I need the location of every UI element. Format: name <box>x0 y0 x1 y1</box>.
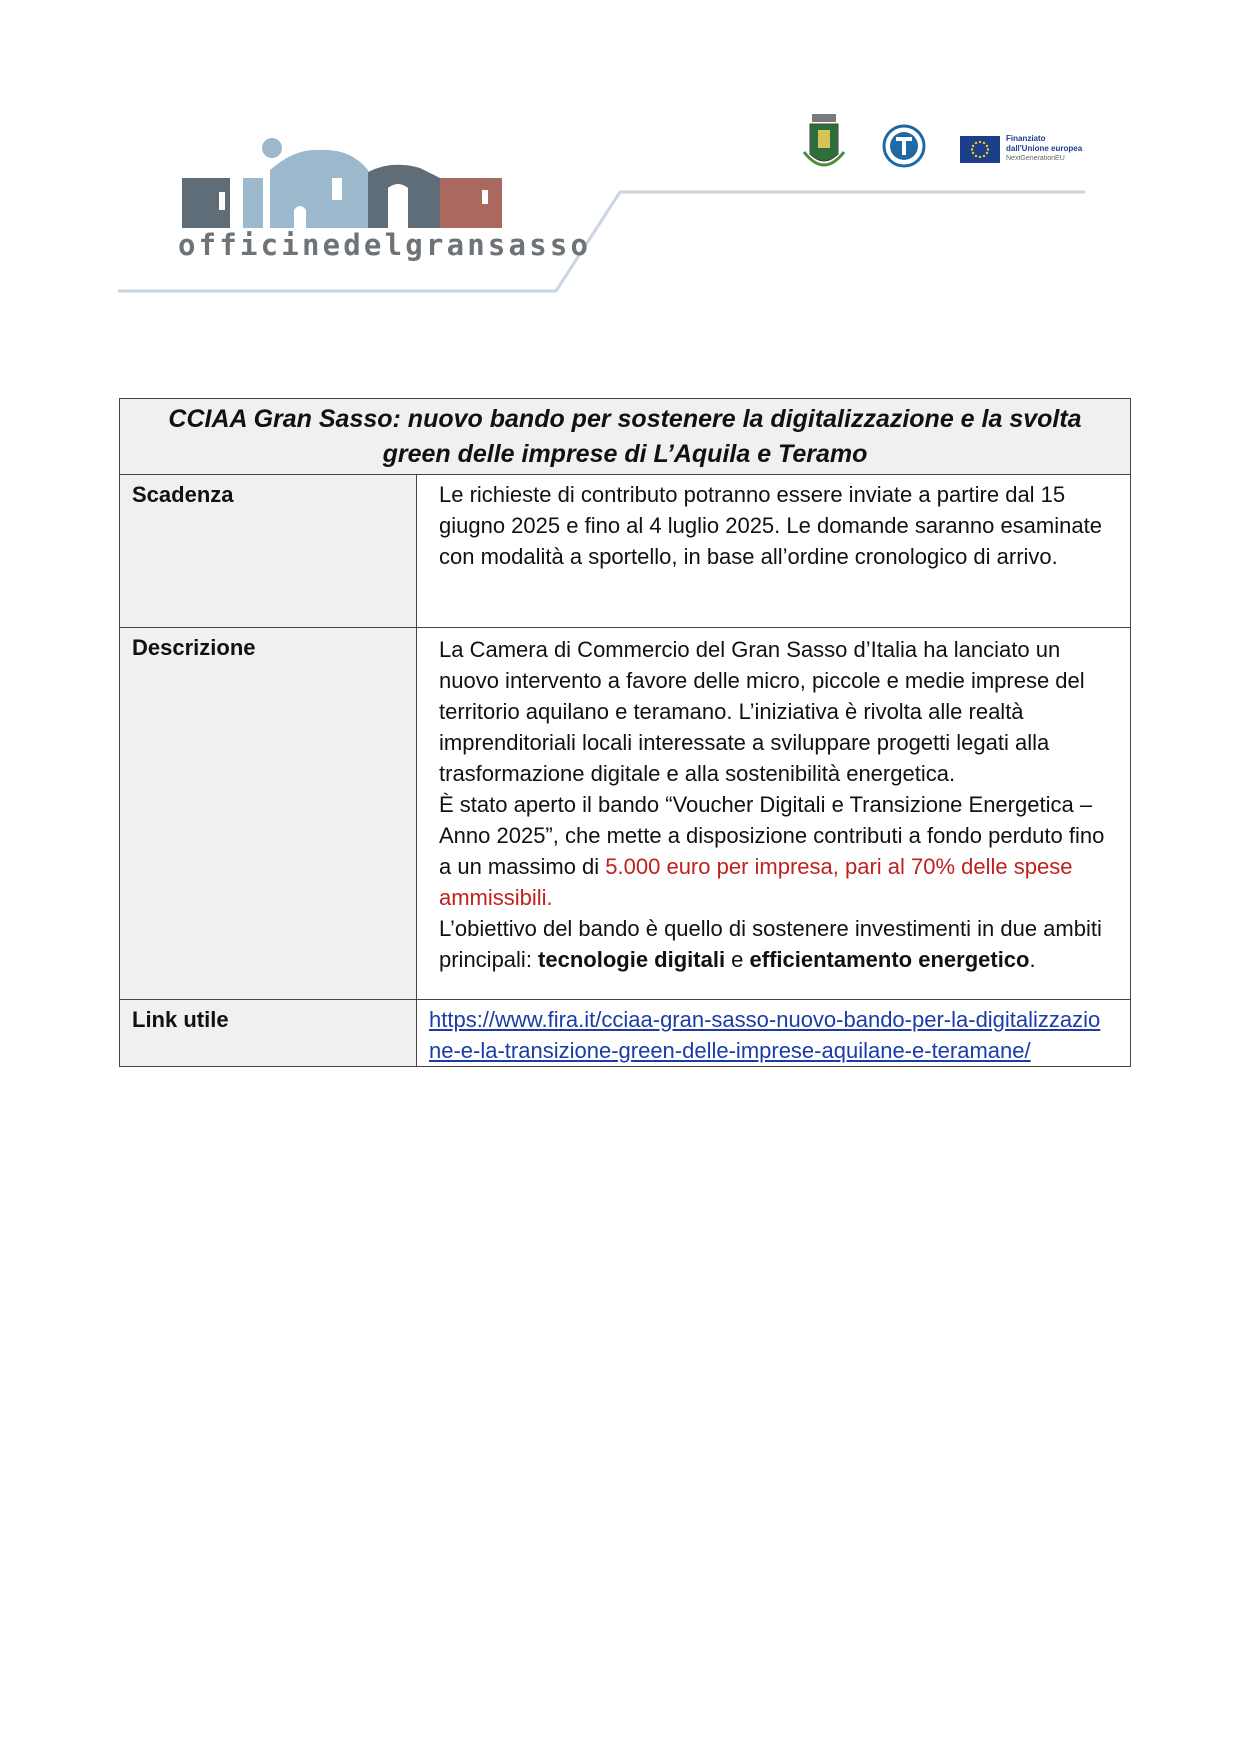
eu-funding-caption <box>1006 134 1082 164</box>
useful-link[interactable]: https://www.fira.it/cciaa-gran-sasso-nuovo-bando-per-la-digitalizzazione-e-la-transizione-green-delle-imprese-aquilane-e-teramane/ <box>429 1007 1101 1063</box>
eu-funding-line3: NextGenerationEU <box>1006 155 1065 162</box>
fira-t-logo <box>882 124 926 168</box>
descrizione-conjunction: e <box>725 947 750 972</box>
municipality-crest-logo <box>800 112 848 178</box>
brand-wordmark: officinedelgransasso <box>178 228 592 262</box>
descrizione-paragraph-3-text: L’obiettivo del bando è quello di sostenere investimenti in due ambiti principali: <box>439 916 1102 972</box>
announcement-table <box>119 398 1131 1067</box>
page-header <box>0 0 1240 320</box>
row-label-link: Link utile <box>120 1000 417 1067</box>
row-label-descrizione: Descrizione <box>120 628 417 1000</box>
contribution-highlight: 5.000 euro per impresa, pari al 70% delle spese ammissibili. <box>439 854 1073 910</box>
eu-flag-icon <box>960 136 1000 163</box>
table-row-descrizione <box>120 628 1131 1000</box>
row-label-scadenza: Scadenza <box>120 475 417 628</box>
keyword-energy-efficiency: efficientamento energetico <box>749 947 1030 972</box>
descrizione-paragraph-2 <box>439 789 1112 913</box>
eu-funding-line2: dall'Unione europea <box>1006 144 1083 153</box>
table-title-row <box>120 399 1131 475</box>
row-value-link <box>417 1000 1131 1067</box>
eu-funding-line1: Finanziato <box>1006 134 1046 143</box>
keyword-digital-tech: tecnologie digitali <box>538 947 726 972</box>
row-value-scadenza: Le richieste di contributo potranno essere inviate a partire dal 15 giugno 2025 e fino al 4 luglio 2025. Le domande saranno esaminate con modalità a sportello, in base all’ordine cronologico di arrivo. <box>417 475 1131 628</box>
descrizione-period: . <box>1029 947 1036 972</box>
descrizione-paragraph-2-text: È stato aperto il bando “Voucher Digitali e Transizione Energetica – Anno 2025”, che mette a disposizione contributi a fondo perduto fino a un massimo di <box>439 792 1105 879</box>
table-title: CCIAA Gran Sasso: nuovo bando per sostenere la digitalizzazione e la svolta green delle imprese di L’Aquila e Teramo <box>120 399 1131 475</box>
descrizione-paragraph-1: La Camera di Commercio del Gran Sasso d’Italia ha lanciato un nuovo intervento a favore delle micro, piccole e medie imprese del territorio aquilano e teramano. L’iniziativa è rivolta alle realtà imprenditoriali locali interessate a sviluppare progetti legati alla trasformazione digitale e alla sostenibilità energetica. <box>439 637 1085 786</box>
table-row-link <box>120 1000 1131 1067</box>
row-value-descrizione <box>417 628 1131 1000</box>
descrizione-paragraph-3 <box>439 913 1112 975</box>
table-row-scadenza <box>120 475 1131 628</box>
officinedelgransasso-logo <box>110 130 630 300</box>
